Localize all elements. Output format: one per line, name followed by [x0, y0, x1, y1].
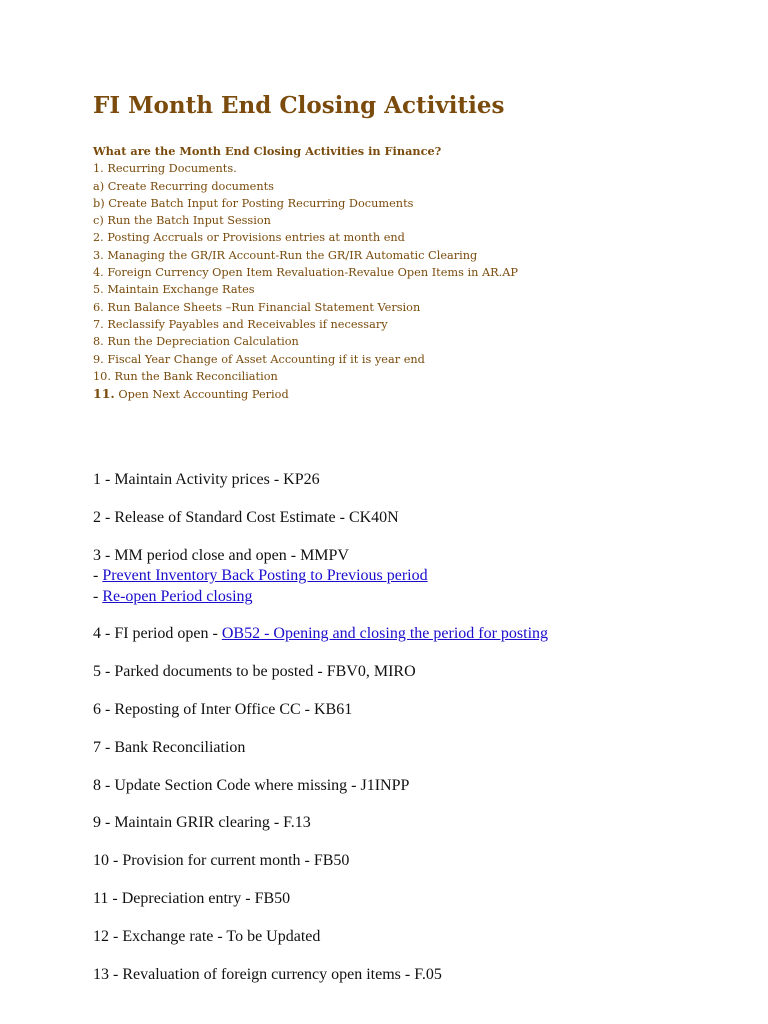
tcode-item-10: 10 - Provision for current month - FB50 [93, 852, 350, 870]
step-6: 6. Run Balance Sheets –Run Financial Statement Version [93, 300, 421, 314]
step-11 [93, 385, 533, 403]
tcode-item-8: 8 - Update Section Code where missing - J1INPP [93, 776, 410, 794]
tcode-item-3-sub-1 [93, 566, 753, 587]
sub-2-prefix: - [93, 587, 103, 605]
step-5: 5. Maintain Exchange Rates [93, 283, 255, 297]
tcode-item-7: 7 - Bank Reconciliation [93, 738, 246, 756]
step-8: 8. Run the Depreciation Calculation [93, 335, 299, 349]
tcode-item-4-text: 4 - FI period open - [93, 625, 222, 643]
tcode-item-3-sub-2 [93, 587, 753, 608]
page-title: FI Month End Closing Activities [93, 92, 505, 119]
tcode-item-4 [93, 624, 753, 645]
step-10: 10. Run the Bank Reconciliation [93, 369, 278, 383]
step-1b: b) Create Batch Input for Posting Recurring Documents [93, 196, 414, 210]
step-3: 3. Managing the GR/IR Account-Run the GR/IR Automatic Clearing [93, 248, 478, 262]
prevent-back-posting-link[interactable]: Prevent Inventory Back Posting to Previous period [102, 567, 428, 585]
step-9: 9. Fiscal Year Change of Asset Accounting if it is year end [93, 352, 425, 366]
tcode-item-5: 5 - Parked documents to be posted - FBV0, MIRO [93, 663, 416, 681]
step-1: 1. Recurring Documents. [93, 162, 237, 176]
tcode-item-13: 13 - Revaluation of foreign currency open items - F.05 [93, 965, 442, 983]
step-11-text: Open Next Accounting Period [114, 388, 289, 402]
reopen-period-link[interactable]: Re-open Period closing [102, 587, 253, 605]
tcode-item-12: 12 - Exchange rate - To be Updated [93, 927, 321, 945]
step-1c: c) Run the Batch Input Session [93, 214, 271, 228]
step-7: 7. Reclassify Payables and Receivables if necessary [93, 317, 388, 331]
tcode-item-9: 9 - Maintain GRIR clearing - F.13 [93, 814, 311, 832]
tcode-item-11: 11 - Depreciation entry - FB50 [93, 889, 291, 907]
step-4: 4. Foreign Currency Open Item Revaluation-Revalue Open Items in AR.AP [93, 266, 518, 280]
tcode-list [93, 470, 753, 1002]
tcode-item-3 [93, 546, 753, 608]
tcode-item-3-text: 3 - MM period close and open - MMPV [93, 546, 349, 564]
step-2: 2. Posting Accruals or Provisions entries at month end [93, 231, 405, 245]
sub-1-prefix: - [93, 567, 103, 585]
step-11-number: 11. [93, 386, 115, 402]
ob52-link[interactable]: OB52 - Opening and closing the period for posting [221, 625, 549, 643]
tcode-item-1: 1 - Maintain Activity prices - KP26 [93, 471, 320, 488]
tcode-item-6: 6 - Reposting of Inter Office CC - KB61 [93, 700, 353, 718]
closing-activities-list [93, 143, 533, 403]
step-1a: a) Create Recurring documents [93, 179, 274, 193]
tcode-item-2: 2 - Release of Standard Cost Estimate - CK40N [93, 508, 399, 526]
question-heading: What are the Month End Closing Activities in Finance? [93, 144, 442, 158]
